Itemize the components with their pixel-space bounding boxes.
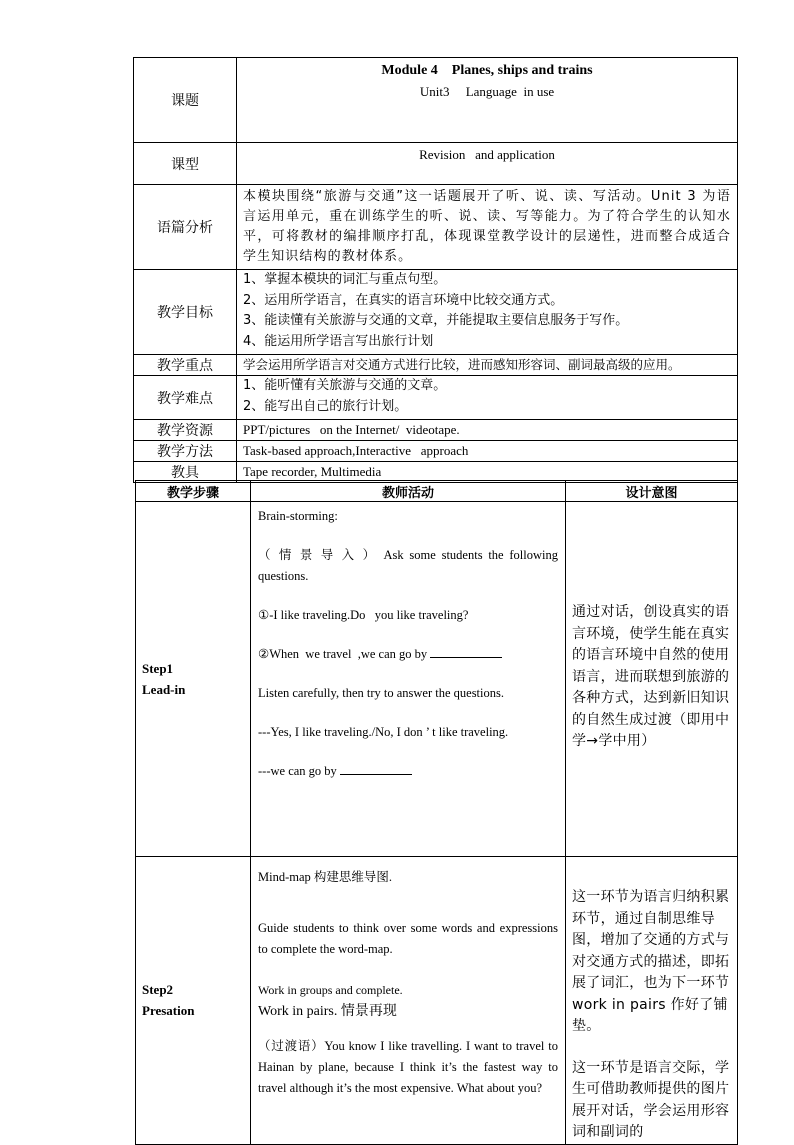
difficult-row <box>134 376 738 420</box>
key-value: 学会运用所学语言对交通方式进行比较，进而感知形容词、副词最高级的应用。 <box>237 355 738 376</box>
activity-line: ①-I like traveling.Do you like traveling? <box>258 608 469 622</box>
activity-line: Mind-map 构建思维导图. <box>258 870 393 884</box>
difficult-label: 教学难点 <box>134 376 237 420</box>
activity-line: （过渡语）You know I like travelling. I want to travel to Hainan by plane, because I think it’s the fastest way to travel although it’s the most expensive. What about you? <box>258 1039 558 1095</box>
step1-activity <box>251 502 566 857</box>
activity-line <box>258 761 558 782</box>
key-label: 教学重点 <box>134 355 237 376</box>
activity-line <box>258 545 558 587</box>
topic-label: 课题 <box>134 58 237 143</box>
teaching-steps-table <box>135 480 738 1145</box>
difficult-item: 1、能听懂有关旅游与交通的文章。 <box>243 378 447 393</box>
question-text: ②When we travel ,we can go by <box>258 647 428 661</box>
topic-cell <box>237 58 738 143</box>
lesson-info-table <box>133 57 738 483</box>
type-cell <box>237 143 738 185</box>
unit-title: Unit3 Language in use <box>419 84 555 99</box>
header-steps: 教学步骤 <box>136 481 251 502</box>
step2-sub: Presation <box>142 1003 195 1019</box>
resources-value: PPT/pictures on the Internet/ videotape. <box>237 420 738 441</box>
activity-line: ---Yes, I like traveling./No, I don ’ t like traveling. <box>258 725 509 739</box>
header-teacher-activity: 教师活动 <box>251 481 566 502</box>
analysis-label: 语篇分析 <box>134 185 237 270</box>
header-design-intent: 设计意图 <box>566 481 738 502</box>
resources-row <box>134 420 738 441</box>
goal-item: 2、运用所学语言，在真实的语言环境中比较交通方式。 <box>243 292 564 308</box>
type-row <box>134 143 738 185</box>
answer-blank <box>340 762 412 775</box>
goal-item: 4、能运用所学语言写出旅行计划 <box>243 333 434 349</box>
analysis-row <box>134 185 738 270</box>
goals-row <box>134 270 738 355</box>
step2-purpose <box>566 857 738 1145</box>
activity-line <box>258 644 558 665</box>
activity-line: Work in pairs. 情景再现 <box>258 1004 397 1019</box>
difficult-item: 2、能写出自己的旅行计划。 <box>243 398 408 414</box>
answer-text: ---we can go by <box>258 764 337 778</box>
step1-sub: Lead-in <box>142 682 186 697</box>
step2-name: Step2 <box>142 982 174 998</box>
goals-cell <box>237 270 738 355</box>
step2-purpose-part1: 这一环节为语言归纳积累环节，通过自制思维导图，增加了交通的方式与对交通方式的描述，即拓展了词汇，也为下一环节 work in pairs 作好了铺垫。 <box>572 889 730 1034</box>
activity-line: Work in groups and complete. <box>258 983 403 997</box>
steps-header-row <box>136 481 738 502</box>
resources-label: 教学资源 <box>134 420 237 441</box>
type-label: 课型 <box>134 143 237 185</box>
activity-line: Brain-storming: <box>258 509 338 523</box>
module-title: Module 4 Planes, ships and trains <box>381 63 593 78</box>
step2-purpose-part2: 这一环节是语言交际，学生可借助教师提供的图片展开对话，学会运用形容词和副词的 <box>572 1059 730 1140</box>
methods-value: Task-based approach,Interactive approach <box>237 441 738 462</box>
type-value: Revision and application <box>419 147 555 162</box>
tools-value: Tape recorder, Multimedia <box>237 462 738 483</box>
goal-item: 3、能读懂有关旅游与交通的文章，并能提取主要信息服务于写作。 <box>243 313 629 328</box>
methods-label: 教学方法 <box>134 441 237 462</box>
step1-name: Step1 <box>142 661 174 676</box>
step1-label <box>136 502 251 857</box>
activity-line: Listen carefully, then try to answer the questions. <box>258 686 504 700</box>
difficult-cell <box>237 376 738 420</box>
topic-row <box>134 58 738 143</box>
activity-line: Guide students to think over some words and expressions to complete the word-map. <box>258 921 558 956</box>
goals-label: 教学目标 <box>134 270 237 355</box>
key-row <box>134 355 738 376</box>
step1-purpose: 通过对话，创设真实的语言环境，使学生能在真实的语言环境中自然的使用语言，进而联想到旅游的各种方式，达到新旧知识的自然生成过渡（即用中学→学中用） <box>566 502 738 857</box>
scene-intro-text: （ 情 景 导 入 ） Ask some students the following questions. <box>258 548 558 583</box>
tools-label: 教具 <box>134 462 237 483</box>
step2-label <box>136 857 251 1145</box>
answer-blank <box>430 645 502 658</box>
step2-activity <box>251 857 566 1145</box>
analysis-text: 本模块围绕“旅游与交通”这一话题展开了听、说、读、写活动。Unit 3 为语言运用单元，重在训练学生的听、说、读、写等能力。为了符合学生的认知水平，可将教材的编排顺序打乱，体现课堂教学设计的层递性，进而整合成适合学生知识结构的教材体系。 <box>237 185 738 270</box>
step2-row <box>136 857 738 1145</box>
goal-item: 1、掌握本模块的词汇与重点句型。 <box>243 272 447 287</box>
step1-row <box>136 502 738 857</box>
methods-row <box>134 441 738 462</box>
